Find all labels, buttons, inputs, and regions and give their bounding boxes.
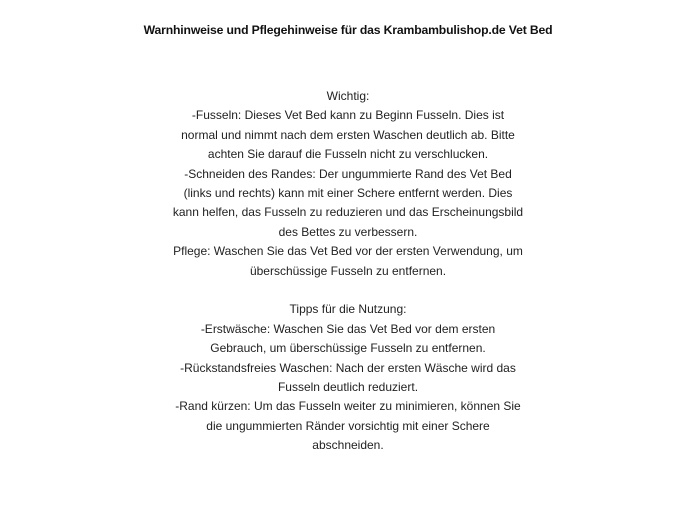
page-title: Warnhinweise und Pflegehinweise für das Krambambulishop.de Vet Bed xyxy=(143,23,553,37)
text-line: Pflege: Waschen Sie das Vet Bed vor der ersten Verwendung, um xyxy=(173,244,523,259)
text-line: Gebrauch, um überschüssige Fusseln zu entfernen. xyxy=(210,341,486,356)
text-line: -Rand kürzen: Um das Fusseln weiter zu minimieren, können Sie xyxy=(175,399,521,414)
text-line: kann helfen, das Fusseln zu reduzieren und das Erscheinungsbild xyxy=(172,205,524,220)
text-line: (links und rechts) kann mit einer Schere entfernt werden. Dies xyxy=(183,186,513,201)
text-line: Fusseln deutlich reduziert. xyxy=(277,380,419,395)
text-line: -Rückstandsfreies Waschen: Nach der ersten Wäsche wird das xyxy=(180,360,516,375)
text-line: normal und nimmt nach dem ersten Waschen deutlich ab. Bitte xyxy=(181,127,515,142)
text-line: -Schneiden des Randes: Der ungummierte Rand des Vet Bed xyxy=(184,166,512,181)
text-line: des Bettes zu verbessern. xyxy=(278,224,418,239)
text-line: überschüssige Fusseln zu entfernen. xyxy=(249,263,447,278)
section-spacer xyxy=(168,281,528,300)
section-heading-tips: Tipps für die Nutzung: xyxy=(289,302,407,317)
text-line: achten Sie darauf die Fusseln nicht zu verschlucken. xyxy=(207,147,489,162)
text-line: -Erstwäsche: Waschen Sie das Vet Bed vor dem ersten xyxy=(200,321,496,336)
section-heading-important: Wichtig: xyxy=(326,89,370,103)
text-line: -Fusseln: Dieses Vet Bed kann zu Beginn Fusseln. Dies ist xyxy=(191,108,505,123)
text-line: die ungummierten Ränder vorsichtig mit einer Schere xyxy=(206,418,490,433)
care-instructions xyxy=(168,87,528,456)
text-line: abschneiden. xyxy=(312,438,384,453)
